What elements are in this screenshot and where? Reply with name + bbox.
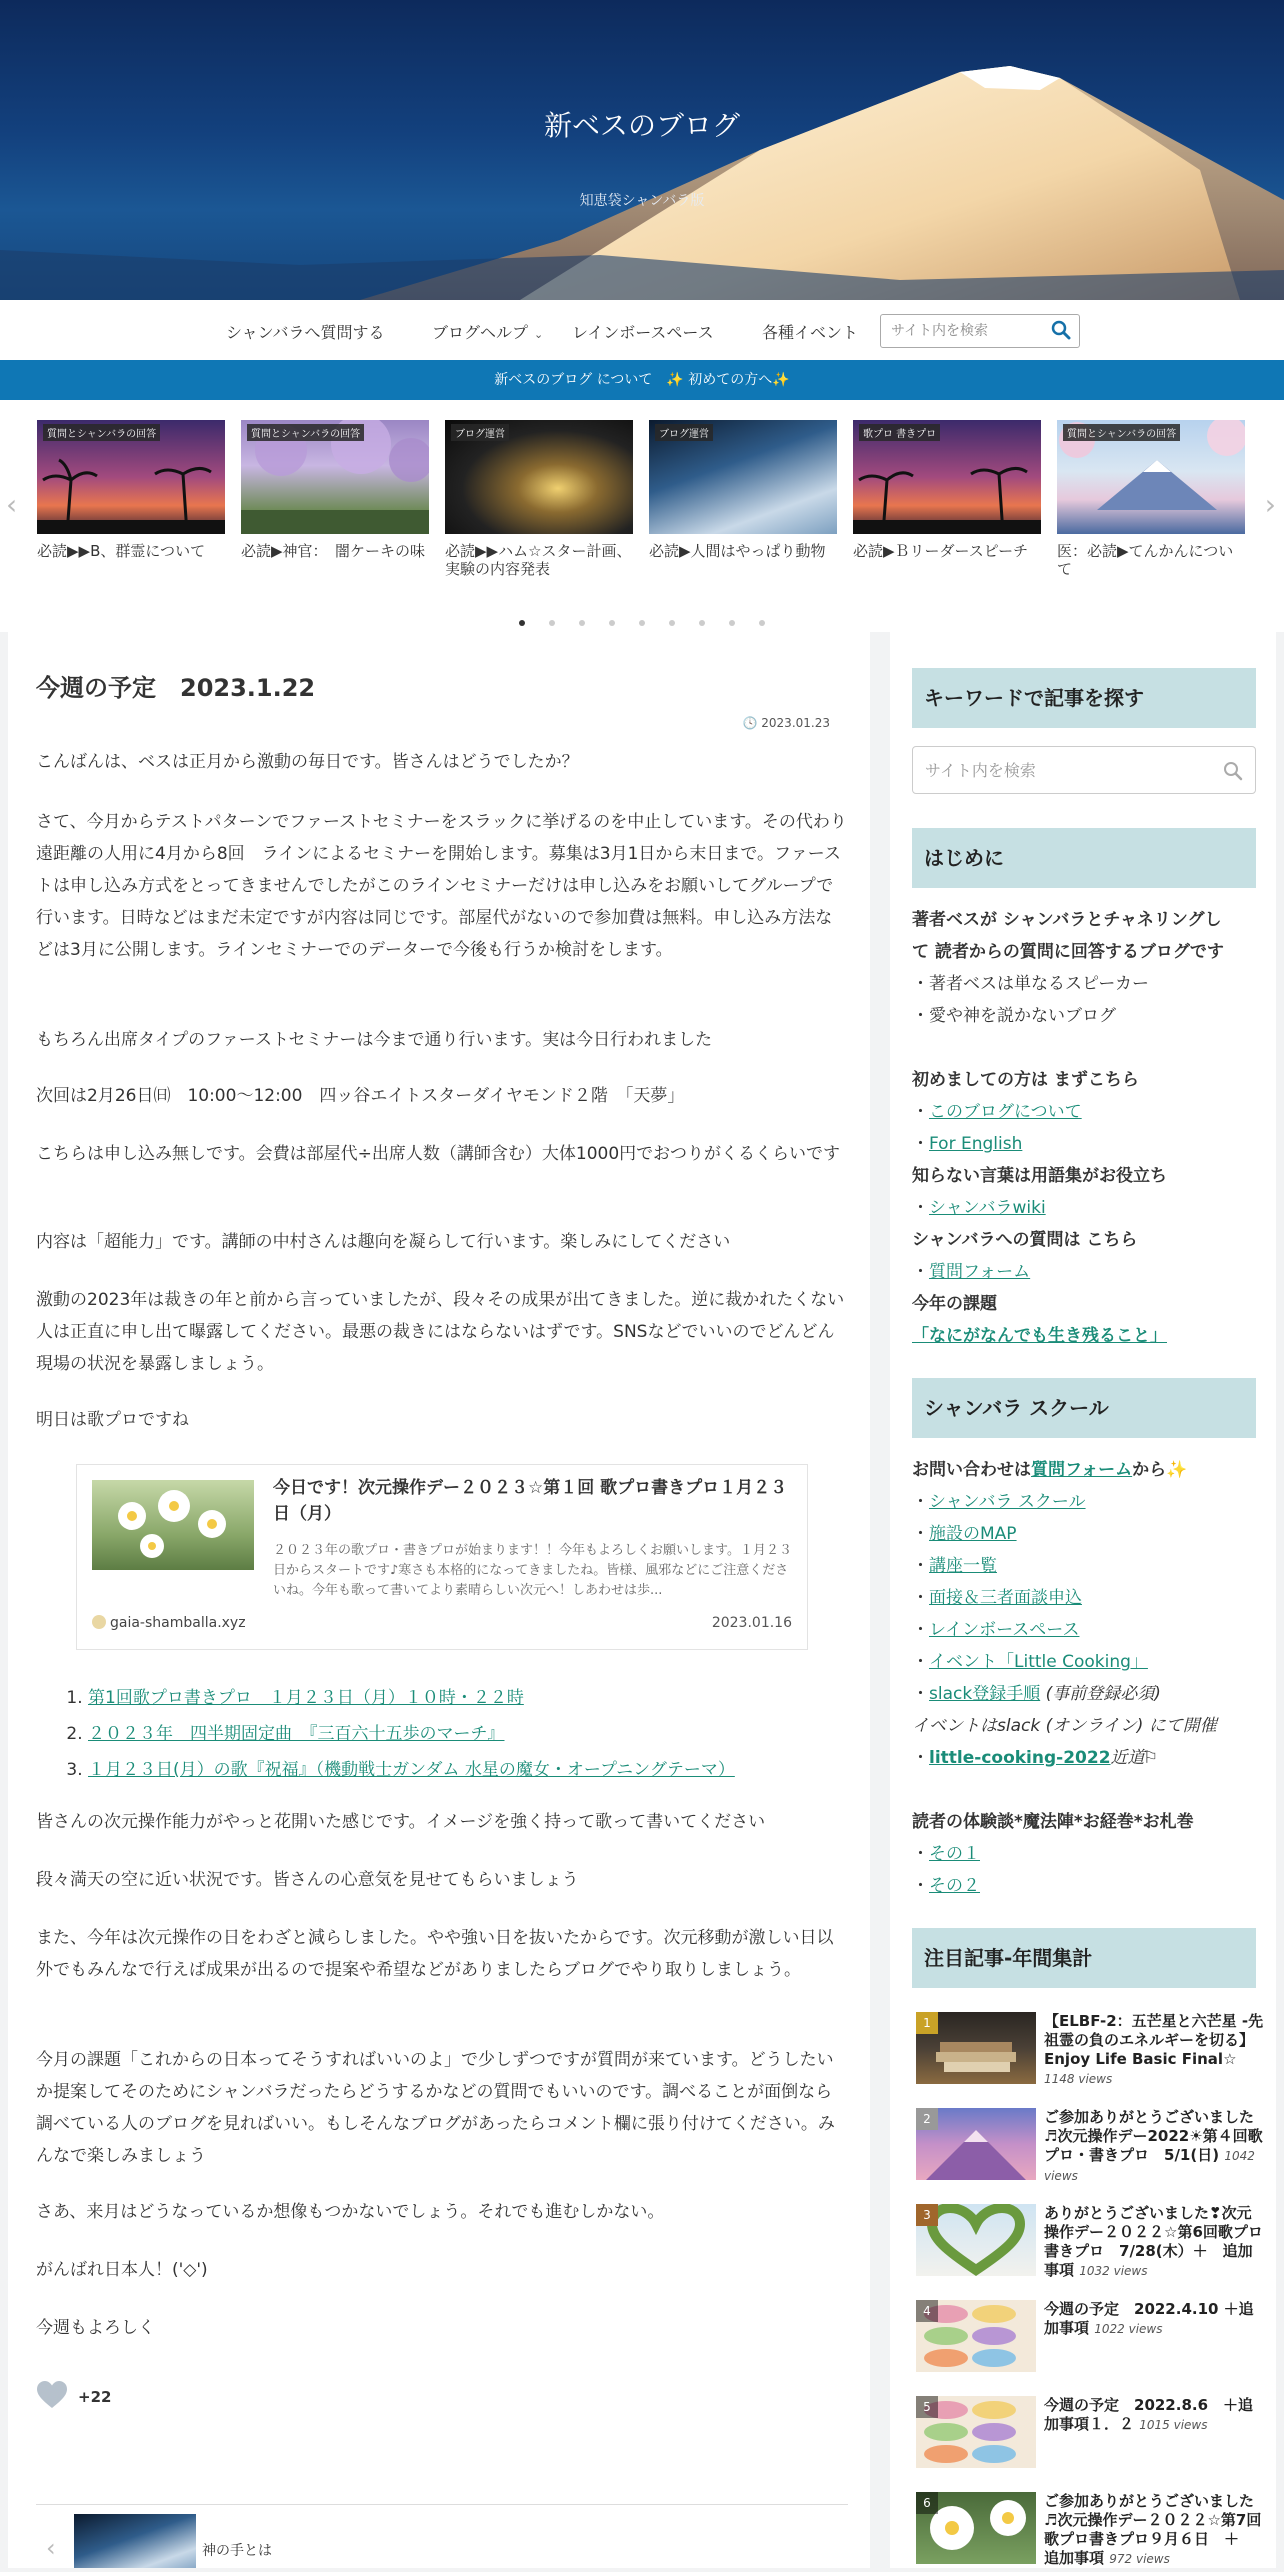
ranking-title-text: 今週の予定 2022.8.6 ＋追加事項１．２ [1044, 2396, 1254, 2433]
sidebar-link-row: ・このブログについて [912, 1102, 1082, 1122]
nav-item-blog-help[interactable] [432, 320, 543, 343]
ranking-title [1044, 2492, 1277, 2569]
theme-link[interactable]: 「なにがなんでも生き残ること」 [912, 1326, 1167, 1346]
ranking-item[interactable] [912, 2108, 1262, 2188]
carousel-dot[interactable] [759, 620, 765, 626]
ranking-title [1044, 2396, 1264, 2435]
carousel-dots [0, 610, 1284, 631]
site-title[interactable]: 新ベスのブログ [543, 109, 740, 142]
chevron-left-icon[interactable]: ‹ [46, 2534, 56, 2562]
like-count: +22 [78, 2388, 112, 2406]
list-link[interactable]: １月２３日(月）の歌『祝福』（機動戦士ガンダム 水星の魔女・オープニングテーマ） [88, 1760, 735, 1780]
card-badge: 歌プロ 書きプロ [859, 424, 940, 441]
experience-link[interactable]: その２ [929, 1876, 980, 1896]
carousel-card[interactable] [241, 420, 429, 560]
card-title: 必読▶▶ハム☆スター計画、実験の内容発表 [445, 542, 632, 578]
intro-bullet: ・愛や神を説かないブログ [912, 1006, 1116, 1026]
contact-post: から✨ [1132, 1460, 1188, 1480]
list-item [88, 1752, 848, 1788]
rank-badge: 5 [916, 2396, 938, 2418]
card-image [241, 420, 429, 534]
ranking-thumbnail [916, 2204, 1036, 2276]
nav-bar [0, 300, 1284, 360]
card-badge: ブログ運営 [655, 424, 713, 441]
card-image [1057, 420, 1245, 534]
view-count: 972 views [1109, 2552, 1170, 2566]
intro-lead: て 読者からの質問に回答するブログです [912, 942, 1224, 962]
paragraph: 明日は歌プロですね [36, 1410, 189, 1430]
paragraph: こんばんは、ベスは正月から激動の毎日です。皆さんはどうでしたか？ [36, 752, 579, 772]
sidebar-link-row: ・slack登録手順 (事前登録必須) [912, 1684, 1161, 1704]
carousel-dot[interactable] [669, 620, 675, 626]
card-badge: 質問とシャンバラの回答 [43, 424, 160, 441]
paragraph: 段々満天の空に近い状況です。皆さんの心意気を見せてもらいましょう [36, 1870, 579, 1890]
sidebar-link-row: ・面接＆三者面談申込 [912, 1588, 1082, 1608]
card-badge: ブログ運営 [451, 424, 509, 441]
course-list-link[interactable]: 講座一覧 [929, 1556, 997, 1576]
ranking-title-text: ご参加ありがとうございました♬次元操作デー2022☀第４回歌プロ・書きプロ 5/1(日) [1044, 2108, 1263, 2164]
event-note: イベントはslack (オンライン) にて開催 [912, 1716, 1217, 1736]
embed-date: 2023.01.16 [711, 1615, 792, 1631]
list-link[interactable]: 第1回歌プロ書きプロ １月２３日（月）１０時・２２時 [88, 1688, 524, 1708]
carousel-dot[interactable] [579, 620, 585, 626]
sidebar-link-row [912, 1320, 1262, 1352]
paragraph: こちらは申し込み無しです。会費は部屋代÷出席人数（講師含む）大体1000円でおつりがくるくらいです [36, 1144, 840, 1164]
header-hero [0, 0, 1284, 300]
contact-pre: お問い合わせは [912, 1460, 1031, 1480]
glossary-label: 知らない言葉は用語集がお役立ち [912, 1166, 1167, 1186]
first-time-label: 初めましての方は まずこちら [912, 1070, 1139, 1090]
carousel-dot[interactable] [699, 620, 705, 626]
carousel-card[interactable] [853, 420, 1041, 560]
embed-card[interactable] [76, 1464, 808, 1650]
card-title: 必読▶Ｂリーダースピーチ [853, 542, 1029, 560]
sidebar-link-row: ・For English [912, 1134, 1023, 1154]
card-badge: 質問とシャンバラの回答 [247, 424, 364, 441]
card-image [853, 420, 1041, 534]
embed-site-name: gaia-shamballa.xyz [110, 1615, 246, 1631]
nav-search-input[interactable] [891, 321, 1041, 341]
nav-item-ask-shambhala[interactable]: シャンバラへ質問する [226, 323, 385, 342]
paragraph: 内容は「超能力」です。講師の中村さんは趣向を凝らして行います。楽しみにしてください [36, 1232, 731, 1252]
contact-form-link[interactable]: 質問フォーム [1031, 1460, 1133, 1480]
question-form-link[interactable]: 質問フォーム [929, 1262, 1031, 1282]
sidebar-link-row: ・質問フォーム [912, 1262, 1031, 1282]
view-count: 1148 views [1044, 2072, 1113, 2086]
list-link[interactable]: ２０２３年 四半期固定曲 『三百六十五歩のマーチ』 [88, 1724, 505, 1744]
card-title: 必読▶人間はやっぱり動物 [649, 542, 826, 560]
sidebar-link-row: ・シャンバラwiki [912, 1198, 1046, 1218]
ranking-item[interactable] [912, 2012, 1262, 2092]
keyword-search-heading: キーワードで記事を探す [912, 668, 1256, 728]
sidebar-link-row: ・講座一覧 [912, 1556, 997, 1576]
heart-icon[interactable] [36, 2380, 68, 2410]
nav-item-label: ブログヘルプ [432, 323, 529, 342]
chevron-right-icon[interactable]: › [1264, 488, 1276, 521]
facility-map-link[interactable]: 施設のMAP [929, 1524, 1017, 1544]
embed-site [92, 1615, 246, 1631]
sidebar-search-box [912, 746, 1256, 794]
paragraph: 皆さんの次元操作能力がやっと花開いた感じです。イメージを強く持って歌って書いてください [36, 1812, 766, 1832]
ranking-title [1044, 2204, 1264, 2281]
prev-post-link[interactable]: 神の手とは [202, 2543, 272, 2559]
paragraph: 激動の2023年は裁きの年と前から言っていましたが、段々その成果が出てきました。逆に裁かれたくない人は正直に申し出て曝露してください。最悪の裁きにはならないはずです。SNSなどでいいのでどんどん現場の状況を暴露しましょう。 [36, 1290, 845, 1374]
carousel-card[interactable] [649, 420, 837, 560]
paragraph: 今週もよろしく [36, 2318, 155, 2338]
sidebar-link-row: ・その２ [912, 1876, 980, 1896]
search-icon[interactable] [1051, 320, 1071, 340]
article [8, 632, 870, 2568]
intro-heading: はじめに [912, 828, 1256, 888]
card-title: 医：必読▶てんかんについて [1057, 542, 1234, 578]
ranking-title-text: ありがとうございました❣次元操作デー２０２２☆第6回歌プロ書きプロ 7/28(木）＋ 追加事項 [1044, 2204, 1263, 2279]
post-title: 今週の予定 2023.1.22 [36, 674, 316, 702]
slack-link[interactable]: slack登録手順 [929, 1684, 1041, 1704]
sidebar-link-row: ・その１ [912, 1844, 980, 1864]
card-badge: 質問とシャンバラの回答 [1063, 424, 1180, 441]
rank-badge: 1 [916, 2012, 938, 2034]
view-count: 1032 views [1079, 2264, 1148, 2278]
divider [36, 2504, 848, 2505]
ranking-thumbnail [916, 2108, 1036, 2180]
carousel-dot[interactable] [609, 620, 615, 626]
rank-badge: 6 [916, 2492, 938, 2514]
sidebar-link-row: ・施設のMAP [912, 1524, 1017, 1544]
nav-search-box [880, 314, 1080, 348]
carousel-dot[interactable] [549, 620, 555, 626]
card-image [445, 420, 633, 534]
view-count: 1042 views [1044, 2149, 1255, 2183]
school-heading: シャンバラ スクール [912, 1378, 1256, 1438]
interview-link[interactable]: 面接＆三者面談申込 [929, 1588, 1082, 1608]
paragraph: がんばれ日本人！('◇') [36, 2260, 208, 2280]
theme-label: 今年の課題 [912, 1294, 997, 1314]
carousel-dot[interactable] [639, 620, 645, 626]
nav-item-events[interactable]: 各種イベント [762, 323, 859, 342]
ranking-thumbnail [916, 2492, 1036, 2564]
narcissus-image [92, 1480, 254, 1570]
intro-lead: 著者ベスが シャンバラとチャネリングし [912, 910, 1222, 930]
paragraph: さあ、来月はどうなっているか想像もつかないでしょう。それでも進むしかない。 [36, 2202, 665, 2222]
about-blog-link[interactable]: このブログについて [929, 1102, 1082, 1122]
chevron-down-icon: ⌄ [534, 328, 544, 341]
featured-carousel [0, 400, 1284, 632]
ranking-item[interactable] [912, 2396, 1262, 2476]
post-date-value: 2023.01.23 [761, 716, 830, 730]
ranking-thumbnail [916, 2396, 1036, 2468]
sidebar-link-row: ・イベント「Little Cooking」 [912, 1652, 1148, 1672]
ranking-thumbnail [916, 2300, 1036, 2372]
view-count: 1022 views [1094, 2322, 1163, 2336]
prev-post-thumbnail[interactable] [74, 2514, 196, 2568]
card-title: 必読▶神官： 闇ケーキの味 [241, 542, 426, 560]
list-item [88, 1716, 848, 1752]
paragraph: また、今年は次元操作の日をわざと減らしました。やや強い日を抜いたからです。次元移動が激しい日以外でもみんなで行えば成果が出るので提案や希望などがありましたらブログでやり取りしましょう。 [36, 1928, 834, 1980]
sidebar-search-input[interactable] [925, 759, 1215, 781]
link-list [88, 1680, 848, 1788]
school-link[interactable]: シャンバラ スクール [929, 1492, 1086, 1512]
embed-thumbnail [92, 1480, 254, 1570]
cooking-2022-link[interactable]: little-cooking-2022 [929, 1748, 1111, 1768]
notice-bar[interactable]: 新ベスのブログ について ✨ 初めての方へ✨ [0, 360, 1284, 400]
wiki-link[interactable]: シャンバラwiki [929, 1198, 1046, 1218]
search-icon[interactable] [1223, 761, 1243, 781]
chevron-left-icon[interactable]: ‹ [6, 488, 18, 521]
site-tagline: 知恵袋シャンバラ版 [579, 193, 705, 209]
card-image [37, 420, 225, 534]
rank-badge: 4 [916, 2300, 938, 2322]
card-image [649, 420, 837, 534]
ranking-item[interactable] [912, 2492, 1277, 2572]
ranking-title-text: 【ELBF-2：五芒星と六芒星 -先祖霊の負のエネルギーを切る】Enjoy Life Basic Final☆ [1044, 2012, 1264, 2068]
carousel-card[interactable] [1057, 420, 1245, 578]
mountain-illustration [0, 0, 1284, 300]
intro-bullet: ・著者ベスは単なるスピーカー [912, 974, 1149, 994]
ranking-title-text: ご参加ありがとうございました♬次元操作デー２０２２☆第7回 歌プロ書きプロ９月６日 ＋ 追加事項 [1044, 2492, 1277, 2567]
ranking-title-text: 今週の予定 2022.4.10 ＋追加事項 [1044, 2300, 1254, 2337]
ranking-title [1044, 2108, 1264, 2186]
english-link[interactable]: For English [929, 1134, 1023, 1154]
paragraph: 今月の課題「これからの日本ってそうすればいいのよ」で少しずつですが質問が来ています。どうしたいか提案してそのためにシャンバラだったらどうするかなどの質問でもいいのです。調べることが面倒なら調べている人のブログを見ればいい。もしそんなブログがあったらコメント欄に張り付けてください。みんなで楽しみましょう [36, 2050, 835, 2166]
slack-note: (事前登録必須) [1045, 1684, 1161, 1704]
carousel-dot[interactable] [519, 620, 525, 626]
post-date [743, 716, 830, 730]
paragraph: 次回は2月26日㈰ 10:00～12:00 四ッ谷エイトスターダイヤモンド２階 「天夢」 [36, 1086, 685, 1106]
rainbow-space-link[interactable]: レインボースペース [929, 1620, 1080, 1640]
view-count: 1015 views [1139, 2418, 1208, 2432]
embed-description: ２０２３年の歌プロ・書きプロが始まります！！今年もよろしくお願いします。１月２３日からスタートです♪寒さも本格的になってきましたね。皆様、風邪などにご注意くださいね。今年も歌って書いてより素晴らしい次元へ！しあわせは歩... [273, 1543, 792, 1598]
list-item [88, 1680, 848, 1716]
ranking-title [1044, 2012, 1264, 2089]
sidebar-link-row: ・シャンバラ スクール [912, 1492, 1086, 1512]
little-cooking-link[interactable]: イベント「Little Cooking」 [929, 1652, 1148, 1672]
ranking-title [1044, 2300, 1264, 2339]
ranking-heading: 注目記事-年間集計 [912, 1928, 1256, 1988]
embed-title[interactable]: 今日です！次元操作デー２０２３☆第１回 歌プロ書きプロ１月２３日（月） [273, 1478, 788, 1524]
nav-item-rainbow-space[interactable]: レインボースペース [572, 323, 714, 342]
sidebar-link-row: ・little-cooking-2022近道⚐ [912, 1748, 1158, 1768]
sidebar-link-row: ・レインボースペース [912, 1620, 1080, 1640]
cooking-note: 近道⚐ [1110, 1748, 1158, 1768]
carousel-card[interactable] [445, 420, 633, 578]
ranking-item[interactable] [912, 2204, 1262, 2284]
sidebar [890, 632, 1276, 2568]
rank-badge: 2 [916, 2108, 938, 2130]
question-label: シャンバラへの質問は こちら [912, 1230, 1138, 1250]
experience-link[interactable]: その１ [929, 1844, 980, 1864]
ranking-thumbnail [916, 2012, 1036, 2084]
paragraph: もちろん出席タイプのファーストセミナーは今まで通り行います。実は今日行われました [36, 1030, 713, 1050]
carousel-dot[interactable] [729, 620, 735, 626]
card-title: 必読▶▶B、群霊について [37, 542, 206, 560]
carousel-card[interactable] [37, 420, 225, 560]
clock-icon: 🕓 [742, 716, 762, 730]
favicon-icon [92, 1615, 106, 1629]
experience-label: 読者の体験談*魔法陣*お経巻*お札巻 [912, 1812, 1194, 1832]
ranking-item[interactable] [912, 2300, 1262, 2380]
contact-row [912, 1454, 1262, 1486]
paragraph: さて、今月からテストパターンでファーストセミナーをスラックに挙げるのを中止しています。その代わり遠距離の人用に4月から8回 ラインによるセミナーを開始します。募集は3月1日から末日まで。ファーストは申し込み方式をとってきませんでしたがこのラインセミナーだけは申し込みをお願いしてグループで行います。日時などはまだ未定ですが内容は同じです。部屋代がないので参加費は無料。申し込み方法などは3月に公開します。ラインセミナーでのデーターで今後も行うか検討をします。 [36, 812, 847, 960]
rank-badge: 3 [916, 2204, 938, 2226]
